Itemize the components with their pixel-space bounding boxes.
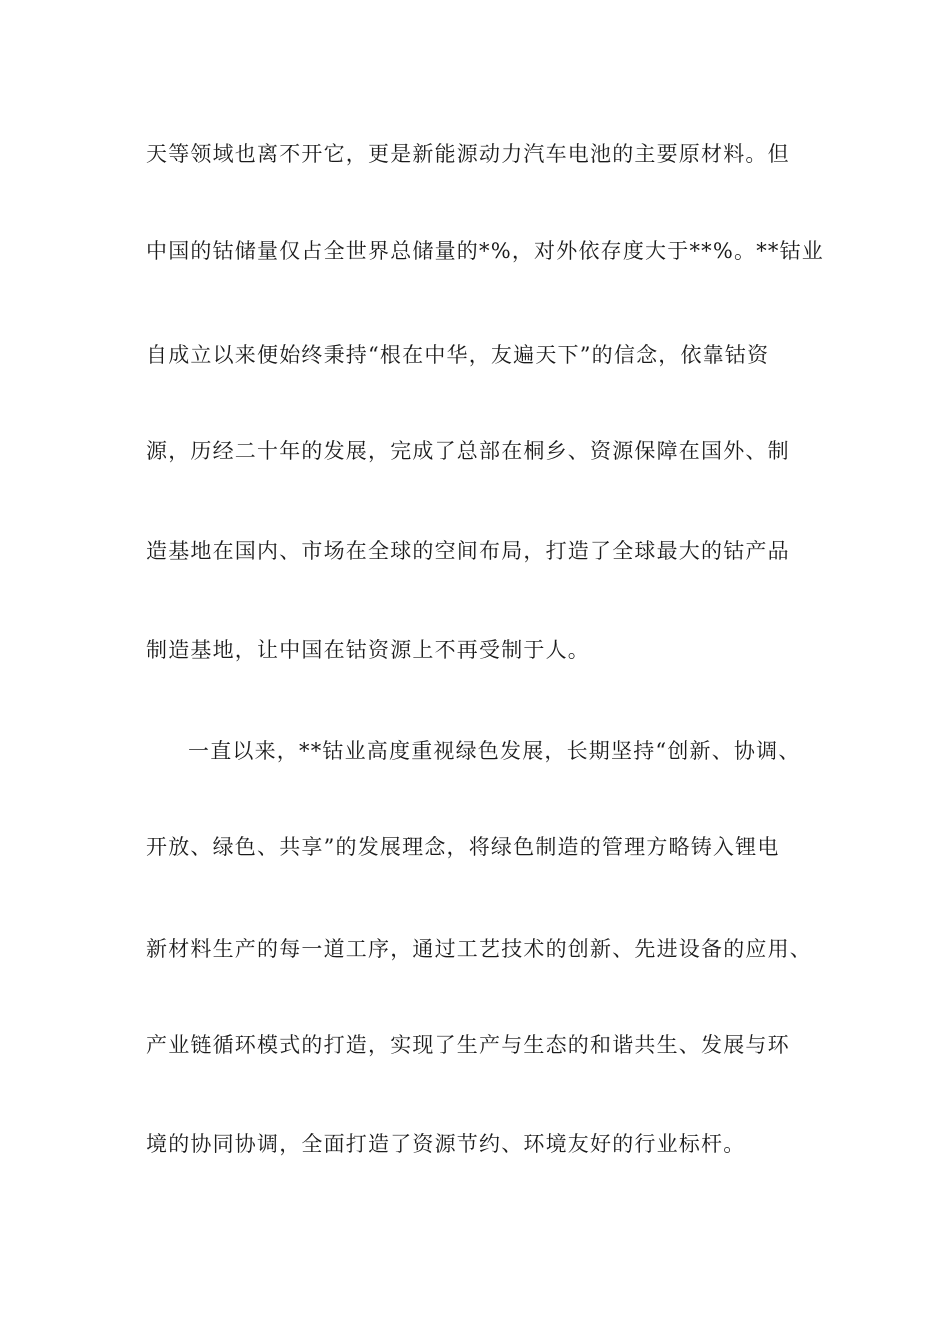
text-line: 产业链循环模式的打造，实现了生产与生态的和谐共生、发展与环 [146, 1033, 790, 1057]
text-line: 天等领域也离不开它，更是新能源动力汽车电池的主要原材料。但 [146, 142, 790, 166]
text-line: 造基地在国内、市场在全球的空间布局，打造了全球最大的钴产品 [146, 539, 790, 563]
text-line: 自成立以来便始终秉持“根在中华，友遍天下”的信念，依靠钴资 [146, 343, 770, 367]
text-line: 境的协同协调，全面打造了资源节约、环境友好的行业标杆。 [146, 1132, 746, 1156]
text-line: 源，历经二十年的发展，完成了总部在桐乡、资源保障在国外、制 [146, 439, 790, 463]
text-line: 一直以来，**钴业高度重视绿色发展，长期坚持“创新、协调、 [188, 739, 801, 763]
text-line: 开放、绿色、共享”的发展理念，将绿色制造的管理方略铸入锂电 [146, 835, 780, 859]
text-line: 制造基地，让中国在钴资源上不再受制于人。 [146, 638, 590, 662]
text-line: 中国的钴储量仅占全世界总储量的*%，对外依存度大于**%。**钴业 [146, 239, 825, 263]
text-line: 新材料生产的每一道工序，通过工艺技术的创新、先进设备的应用、 [146, 937, 812, 961]
